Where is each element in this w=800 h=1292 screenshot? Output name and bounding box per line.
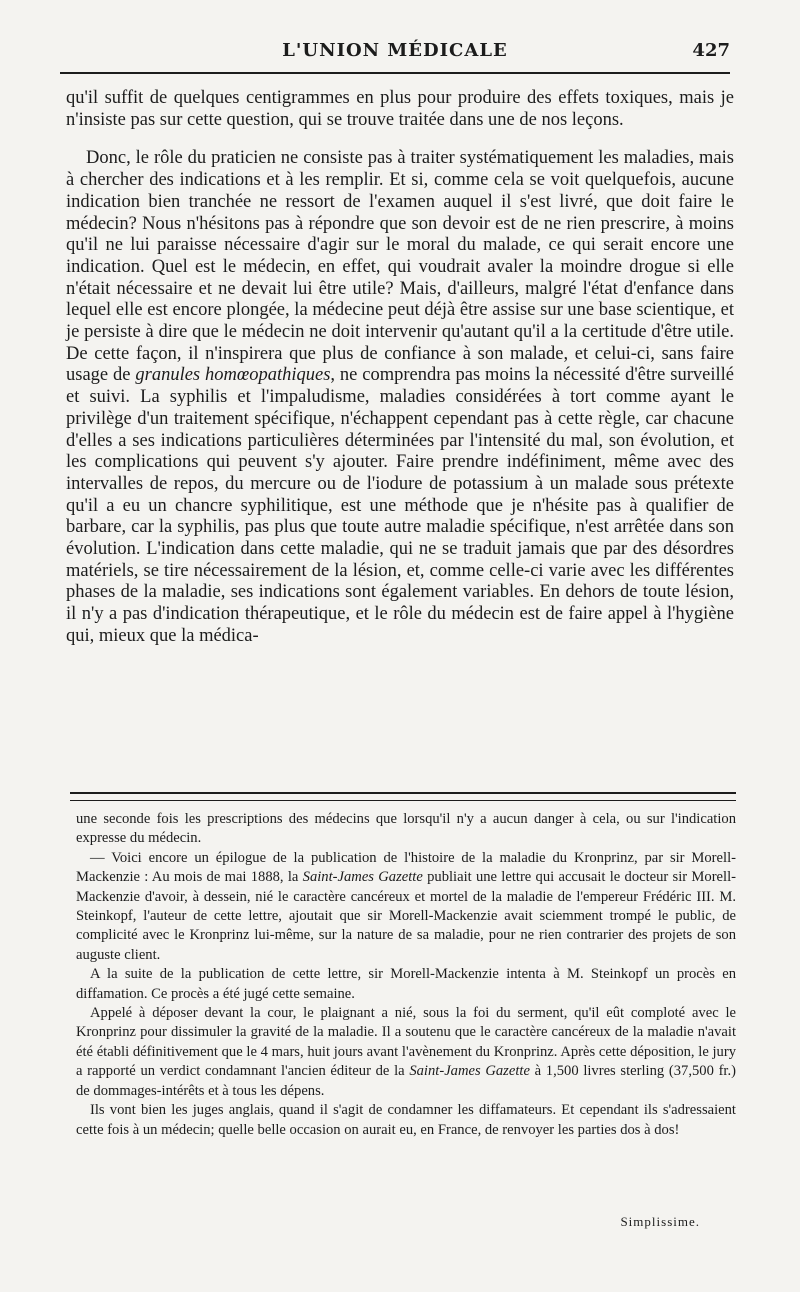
footnote-separator [70, 792, 736, 801]
paragraph-1-text: qu'il suffit de quelques centigrammes en plus pour produire des effets toxiques, mais je n'insiste pas sur cette question, qui se trouve traitée dans une de nos leçons. [66, 88, 734, 130]
page-header [60, 40, 730, 74]
signature: Simplissime. [620, 1214, 700, 1229]
note-2 [76, 849, 736, 965]
page-number: 427 [692, 40, 730, 61]
note-2-italic: Saint-James Gazette [302, 869, 423, 886]
main-text [66, 88, 734, 648]
paragraph-2-text-b: , ne comprendra pas moins la nécessité d'être surveillé et suivi. La syphilis et l'impaludisme, maladies considérées à tort comme ayant le privilège d'un traitement spécifique, n'échappent cependant pas à cette règle, car chacune d'elles a ses indications particulières déterminées par l'intensité du mal, son évolution, et les complications qui peuvent s'y ajouter. Faire prendre indéfiniment, même avec des intervalles de repos, du mercure ou de l'iodure de potassium à un malade sous prétexte qu'il a eu un chancre syphilitique, est une méthode que je n'hésite pas à qualifier de barbare, car la syphilis, pas plus que toute autre maladie spécifique, n'est arrêtée dans son évolution. L'indication dans cette maladie, qui ne se traduit jamais que par des désordres matériels, se tire nécessairement de la lésion, et, comme celle-ci varie avec les différentes phases de la maladie, ses indications sont également variables. En dehors de toute lésion, il n'y a pas d'indication thérapeutique, et le rôle du médecin est de faire appel à l'hygiène qui, mieux que la médica- [66, 365, 734, 646]
note-2-text-b: publiait une lettre qui accusait le docteur sir Morell-Mackenzie d'avoir, à dessein, nié le caractère cancéreux et mortel de la maladie de l'empereur Frédéric III. M. Steinkopf, l'auteur de cette lettre, ajoutait que sir Morell-Mackenzie avait sciemment trompé le public, de complicité avec le Kronprinz lui-même, sur la nature de sa maladie, pour ne rien contrarier des projets de son auguste client. [76, 869, 736, 963]
italic-term: granules homœopathiques [135, 365, 331, 386]
footnotes [76, 810, 736, 1140]
note-4-italic: Saint-James Gazette [409, 1063, 530, 1080]
paragraph-2-text-a: Donc, le rôle du praticien ne consiste pas à traiter systématiquement les maladies, mais à chercher des indications et à les remplir. Et si, comme cela se voit quelquefois, aucune indication bien tranchée ne ressort de l'examen auquel il s'est livré, que doit faire le médecin? Nous n'hésitons pas à répondre que son devoir est de ne rien prescrire, à moins qu'il ne lui paraisse nécessaire d'agir sur le moral du malade, ce qui serait encore une indication. Quel est le médecin, en effet, qui voudrait avaler la moindre drogue si elle n'était nécessaire et ne devait lui être utile? Mais, d'ailleurs, malgré l'état d'enfance dans lequel elle est encore plongée, la médecine peut déjà être assise sur une base scientique, et je persiste à dire que le médecin ne doit intervenir qu'autant qu'il a la certitude d'être utile. De cette façon, il n'inspirera que plus de confiance à son malade, et celui-ci, sans faire usage de [66, 148, 734, 386]
note-4-text-a: Appelé à déposer devant la cour, le plaignant a nié, sous la foi du serment, qu'il eût comploté avec le Kronprinz pour dissimuler la gravité de la maladie. Il a soutenu que le caractère cancéreux de la maladie n'avait été établi définitivement que le 4 mars, huit jours avant l'avènement du Kronprinz. Après cette déposition, le jury a rapporté un verdict condamnant l'ancien éditeur de la [76, 1005, 736, 1080]
note-1: une seconde fois les prescriptions des médecins que lorsqu'il n'y a aucun danger à cela, ou sur l'indication expresse du médecin. [76, 811, 736, 847]
note-2-text-a: — Voici encore un épilogue de la publication de l'histoire de la maladie du Kronprinz, par sir Morell-Mackenzie : Au mois de mai 1888, la [76, 849, 736, 886]
note-5: Ils vont bien les juges anglais, quand il s'agit de condamner les diffamateurs. Et cependant ils s'adressaient cette fois à un médecin; quelle belle occasion on aurait eu, en France, de renvoyer les parties dos à dos! [76, 1102, 736, 1138]
note-3: A la suite de la publication de cette lettre, sir Morell-Mackenzie intenta à M. Steinkopf un procès en diffamation. Ce procès a été jugé cette semaine. [76, 966, 736, 1002]
note-4 [76, 1004, 736, 1101]
paragraph-continuation [66, 88, 734, 131]
running-title: L'UNION MÉDICALE [282, 40, 508, 61]
note-4-text-b: à 1,500 livres sterling (37,500 fr.) de dommages-intérêts et à tous les dépens. [76, 1063, 736, 1099]
header-rule [60, 72, 730, 74]
paragraph-2 [66, 148, 734, 647]
